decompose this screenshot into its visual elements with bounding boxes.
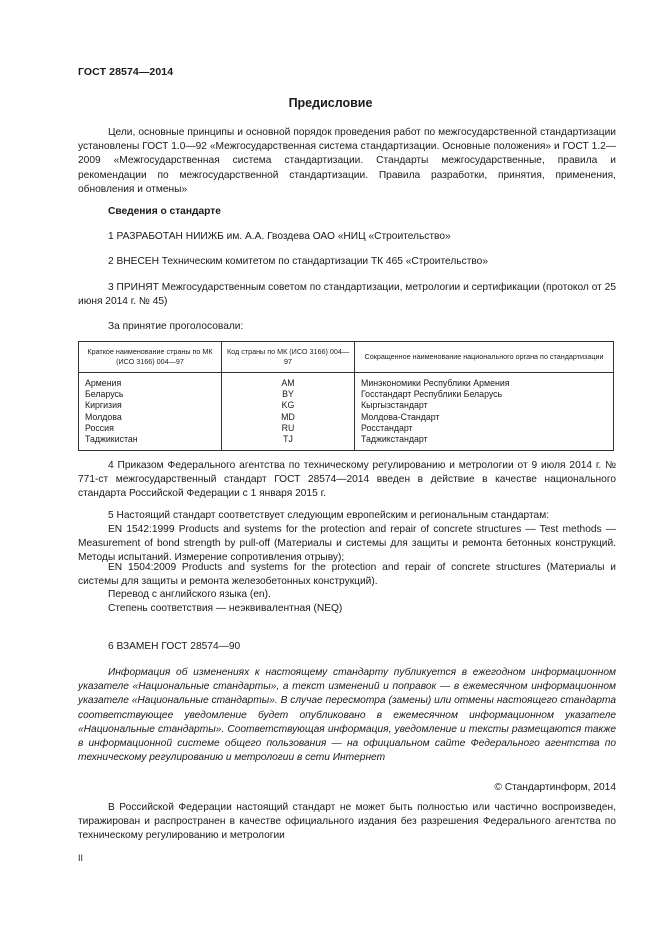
column-header-body: Сокращенное наименование национального органа по стандартизации (355, 342, 614, 373)
body-cell: Росстандарт (355, 423, 614, 434)
column-header-code: Код страны по МК (ИСО 3166) 004—97 (222, 342, 355, 373)
en-1542-reference: EN 1542:1999 Products and systems for the protection and repair of concrete structures — Test methods — Measurement of bond strength by pull-off (Материалы и системы для защиты и ремонта бетонных конструкций. Методы испытаний. Измерение сопротивления отрыву); (78, 524, 616, 564)
item-4-order: 4 Приказом Федерального агентства по техническому регулированию и метрологии от 9 июля 2014 г. № 771-ст межгосударственный стандарт ГОСТ 28574—2014 введен в действие в качестве национального стандарта Российской Федерации с 1 января 2015 г. (78, 460, 616, 500)
country-cell: Киргизия (79, 400, 222, 411)
item-6-replaces: 6 ВЗАМЕН ГОСТ 28574—90 (108, 641, 241, 652)
code-cell: KG (222, 400, 355, 411)
country-cell: Армения (79, 373, 222, 390)
translation-note: Перевод с английского языка (en). (108, 589, 271, 600)
code-cell: TJ (222, 434, 355, 451)
table-row (79, 373, 614, 390)
country-cell: Таджикистан (79, 434, 222, 451)
info-notice-paragraph: Информация об изменениях к настоящему стандарту публикуется в ежегодном информационном указателе «Национальные стандарты», а текст изменений и поправок — в ежемесячном информационном указателе «Национальные стандарты». В случае пересмотра (замены) или отмены настоящего стандарта соответствующее уведомление будет опубликовано в ежемесячном информационном указателе «Национальные стандарты». Соответствующая информация, уведомление и тексты размещаются также в информационной системе общего пользования — на официальном сайте Федерального агентства по техническому регулированию и метрологии в сети Интернет (78, 667, 616, 764)
column-header-country: Краткое наименование страны по МК (ИСО 3166) 004—97 (79, 342, 222, 373)
reproduction-restriction: В Российской Федерации настоящий стандарт не может быть полностью или частично воспроизведен, тиражирован и распространен в качестве официального издания без разрешения Федерального агентства по техническому регулированию и метрологии (78, 802, 616, 842)
table-row (79, 423, 614, 434)
country-cell: Молдова (79, 412, 222, 423)
country-cell: Россия (79, 423, 222, 434)
table-header-row (79, 342, 614, 373)
document-code: ГОСТ 28574—2014 (78, 66, 174, 78)
body-cell: Госстандарт Республики Беларусь (355, 389, 614, 400)
country-cell: Беларусь (79, 389, 222, 400)
compliance-degree: Степень соответствия — неэквивалентная (NEQ) (108, 603, 343, 614)
item-2-introduced: 2 ВНЕСЕН Техническим комитетом по стандартизации ТК 465 «Строительство» (108, 256, 488, 267)
voting-table (78, 341, 614, 451)
body-cell: Таджикстандарт (355, 434, 614, 451)
voted-label: За принятие проголосовали: (108, 321, 244, 332)
page-title: Предисловие (288, 96, 373, 110)
copyright-notice: © Стандартинформ, 2014 (494, 782, 616, 793)
body-cell: Молдова-Стандарт (355, 412, 614, 423)
item-3-adopted: 3 ПРИНЯТ Межгосударственным советом по стандартизации, метрологии и сертификации (протокол от 25 июня 2014 г. № 45) (78, 282, 616, 308)
table-row (79, 412, 614, 423)
code-cell: MD (222, 412, 355, 423)
code-cell: RU (222, 423, 355, 434)
body-cell: Кыргызстандарт (355, 400, 614, 411)
page-number: II (78, 853, 84, 863)
item-1-developed: 1 РАЗРАБОТАН НИИЖБ им. А.А. Гвоздева ОАО «НИЦ «Строительство» (108, 231, 451, 242)
table-row (79, 389, 614, 400)
code-cell: AM (222, 373, 355, 390)
en-1504-reference: EN 1504:2009 Products and systems for the protection and repair of concrete structures (Материалы и системы для защиты и ремонта железобетонных конструкций). (78, 562, 616, 588)
standard-info-heading: Сведения о стандарте (108, 206, 221, 217)
table-row (79, 434, 614, 451)
body-cell: Минэкономики Республики Армения (355, 373, 614, 390)
table-row (79, 400, 614, 411)
code-cell: BY (222, 389, 355, 400)
item-5-correspondence: 5 Настоящий стандарт соответствует следующим европейским и региональным стандартам: (108, 510, 550, 521)
foreword-goals-paragraph: Цели, основные принципы и основной порядок проведения работ по межгосударственной стандартизации установлены ГОСТ 1.0—92 «Межгосударственная система стандартизации. Основные положения» и ГОСТ 1.2—2009 «Межгосударственная система стандартизации. Стандарты межгосударственные, правила и рекомендации по межгосударственной стандартизации. Правила разработки, принятия, применения, обновления и отмены» (78, 127, 616, 195)
